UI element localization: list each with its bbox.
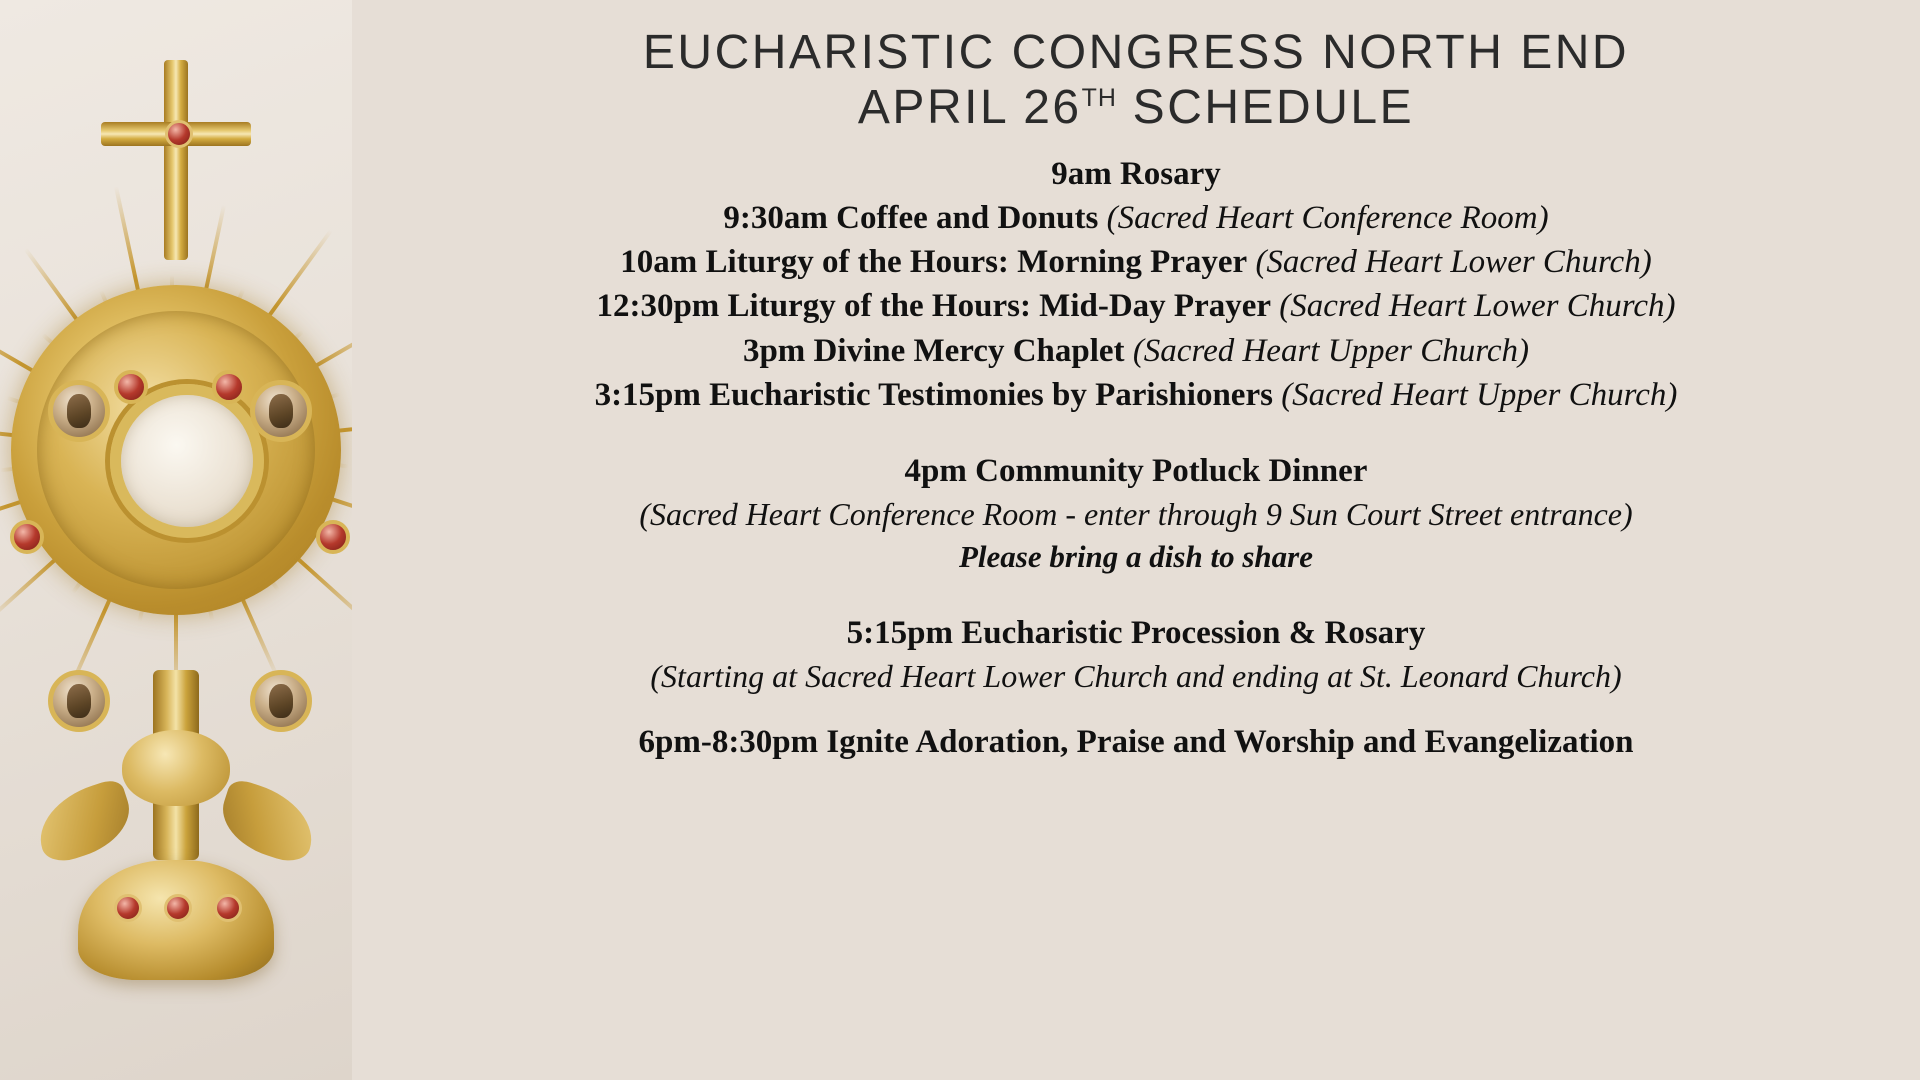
monstrance-scroll-right — [212, 777, 323, 868]
monstrance-illustration — [0, 30, 352, 1050]
schedule-item-time: 9am Rosary — [1051, 155, 1221, 192]
ruby-far-left — [10, 520, 44, 554]
potluck-location: (Sacred Heart Conference Room - enter through 9 Sun Court Street entrance) — [639, 496, 1633, 533]
monstrance-scroll-left — [28, 777, 139, 868]
title-date-prefix: APRIL 26 — [857, 80, 1082, 134]
schedule-item — [378, 329, 1894, 373]
title-line-1: EUCHARISTIC CONGRESS NORTH END — [642, 26, 1630, 79]
procession-block — [650, 611, 1621, 698]
monstrance-knop — [122, 730, 230, 806]
schedule-item-location: (Sacred Heart Upper Church) — [1132, 332, 1530, 369]
monstrance-luna-host — [110, 384, 264, 538]
schedule-item — [378, 196, 1894, 240]
potluck-note: Please bring a dish to share — [959, 539, 1313, 575]
ruby-right — [212, 370, 246, 404]
title-line-2 — [643, 80, 1629, 134]
ruby-far-right — [316, 520, 350, 554]
page-title — [643, 28, 1629, 134]
procession-heading: 5:15pm Eucharistic Procession & Rosary — [846, 614, 1426, 651]
saint-medallion-bottom-left — [48, 670, 110, 732]
schedule-item-location: (Sacred Heart Lower Church) — [1279, 288, 1676, 325]
schedule-item — [378, 240, 1894, 284]
schedule-item-location: (Sacred Heart Conference Room) — [1106, 199, 1549, 236]
ignite-event: 6pm-8:30pm Ignite Adoration, Praise and Worship and Evangelization — [638, 724, 1634, 761]
saint-medallion-top-right — [250, 380, 312, 442]
schedule-item-time: 10am Liturgy of the Hours: Morning Prayer — [620, 244, 1248, 281]
monstrance-base — [78, 860, 274, 980]
procession-route: (Starting at Sacred Heart Lower Church and ending at St. Leonard Church) — [650, 658, 1622, 695]
title-date-ordinal: TH — [1081, 83, 1117, 112]
potluck-block — [639, 449, 1632, 579]
saint-medallion-top-left — [48, 380, 110, 442]
schedule-content — [352, 0, 1920, 1080]
schedule-item-time: 9:30am Coffee and Donuts — [723, 199, 1099, 236]
schedule-item-location: (Sacred Heart Lower Church) — [1255, 244, 1652, 281]
saint-medallion-bottom-right — [250, 670, 312, 732]
schedule-item-time: 3:15pm Eucharistic Testimonies by Parishioners — [594, 376, 1273, 413]
schedule-item — [378, 152, 1894, 196]
schedule-item — [378, 284, 1894, 328]
ruby-left — [114, 370, 148, 404]
schedule-item-time: 12:30pm Liturgy of the Hours: Mid-Day Prayer — [596, 288, 1272, 325]
monstrance-image-panel — [0, 0, 352, 1080]
cross-icon — [91, 60, 261, 270]
title-date-suffix: SCHEDULE — [1116, 80, 1415, 134]
schedule-list — [378, 152, 1894, 417]
schedule-item-time: 3pm Divine Mercy Chaplet — [742, 332, 1125, 369]
potluck-heading: 4pm Community Potluck Dinner — [904, 453, 1368, 490]
schedule-item-location: (Sacred Heart Upper Church) — [1281, 376, 1678, 413]
schedule-item — [378, 373, 1894, 417]
